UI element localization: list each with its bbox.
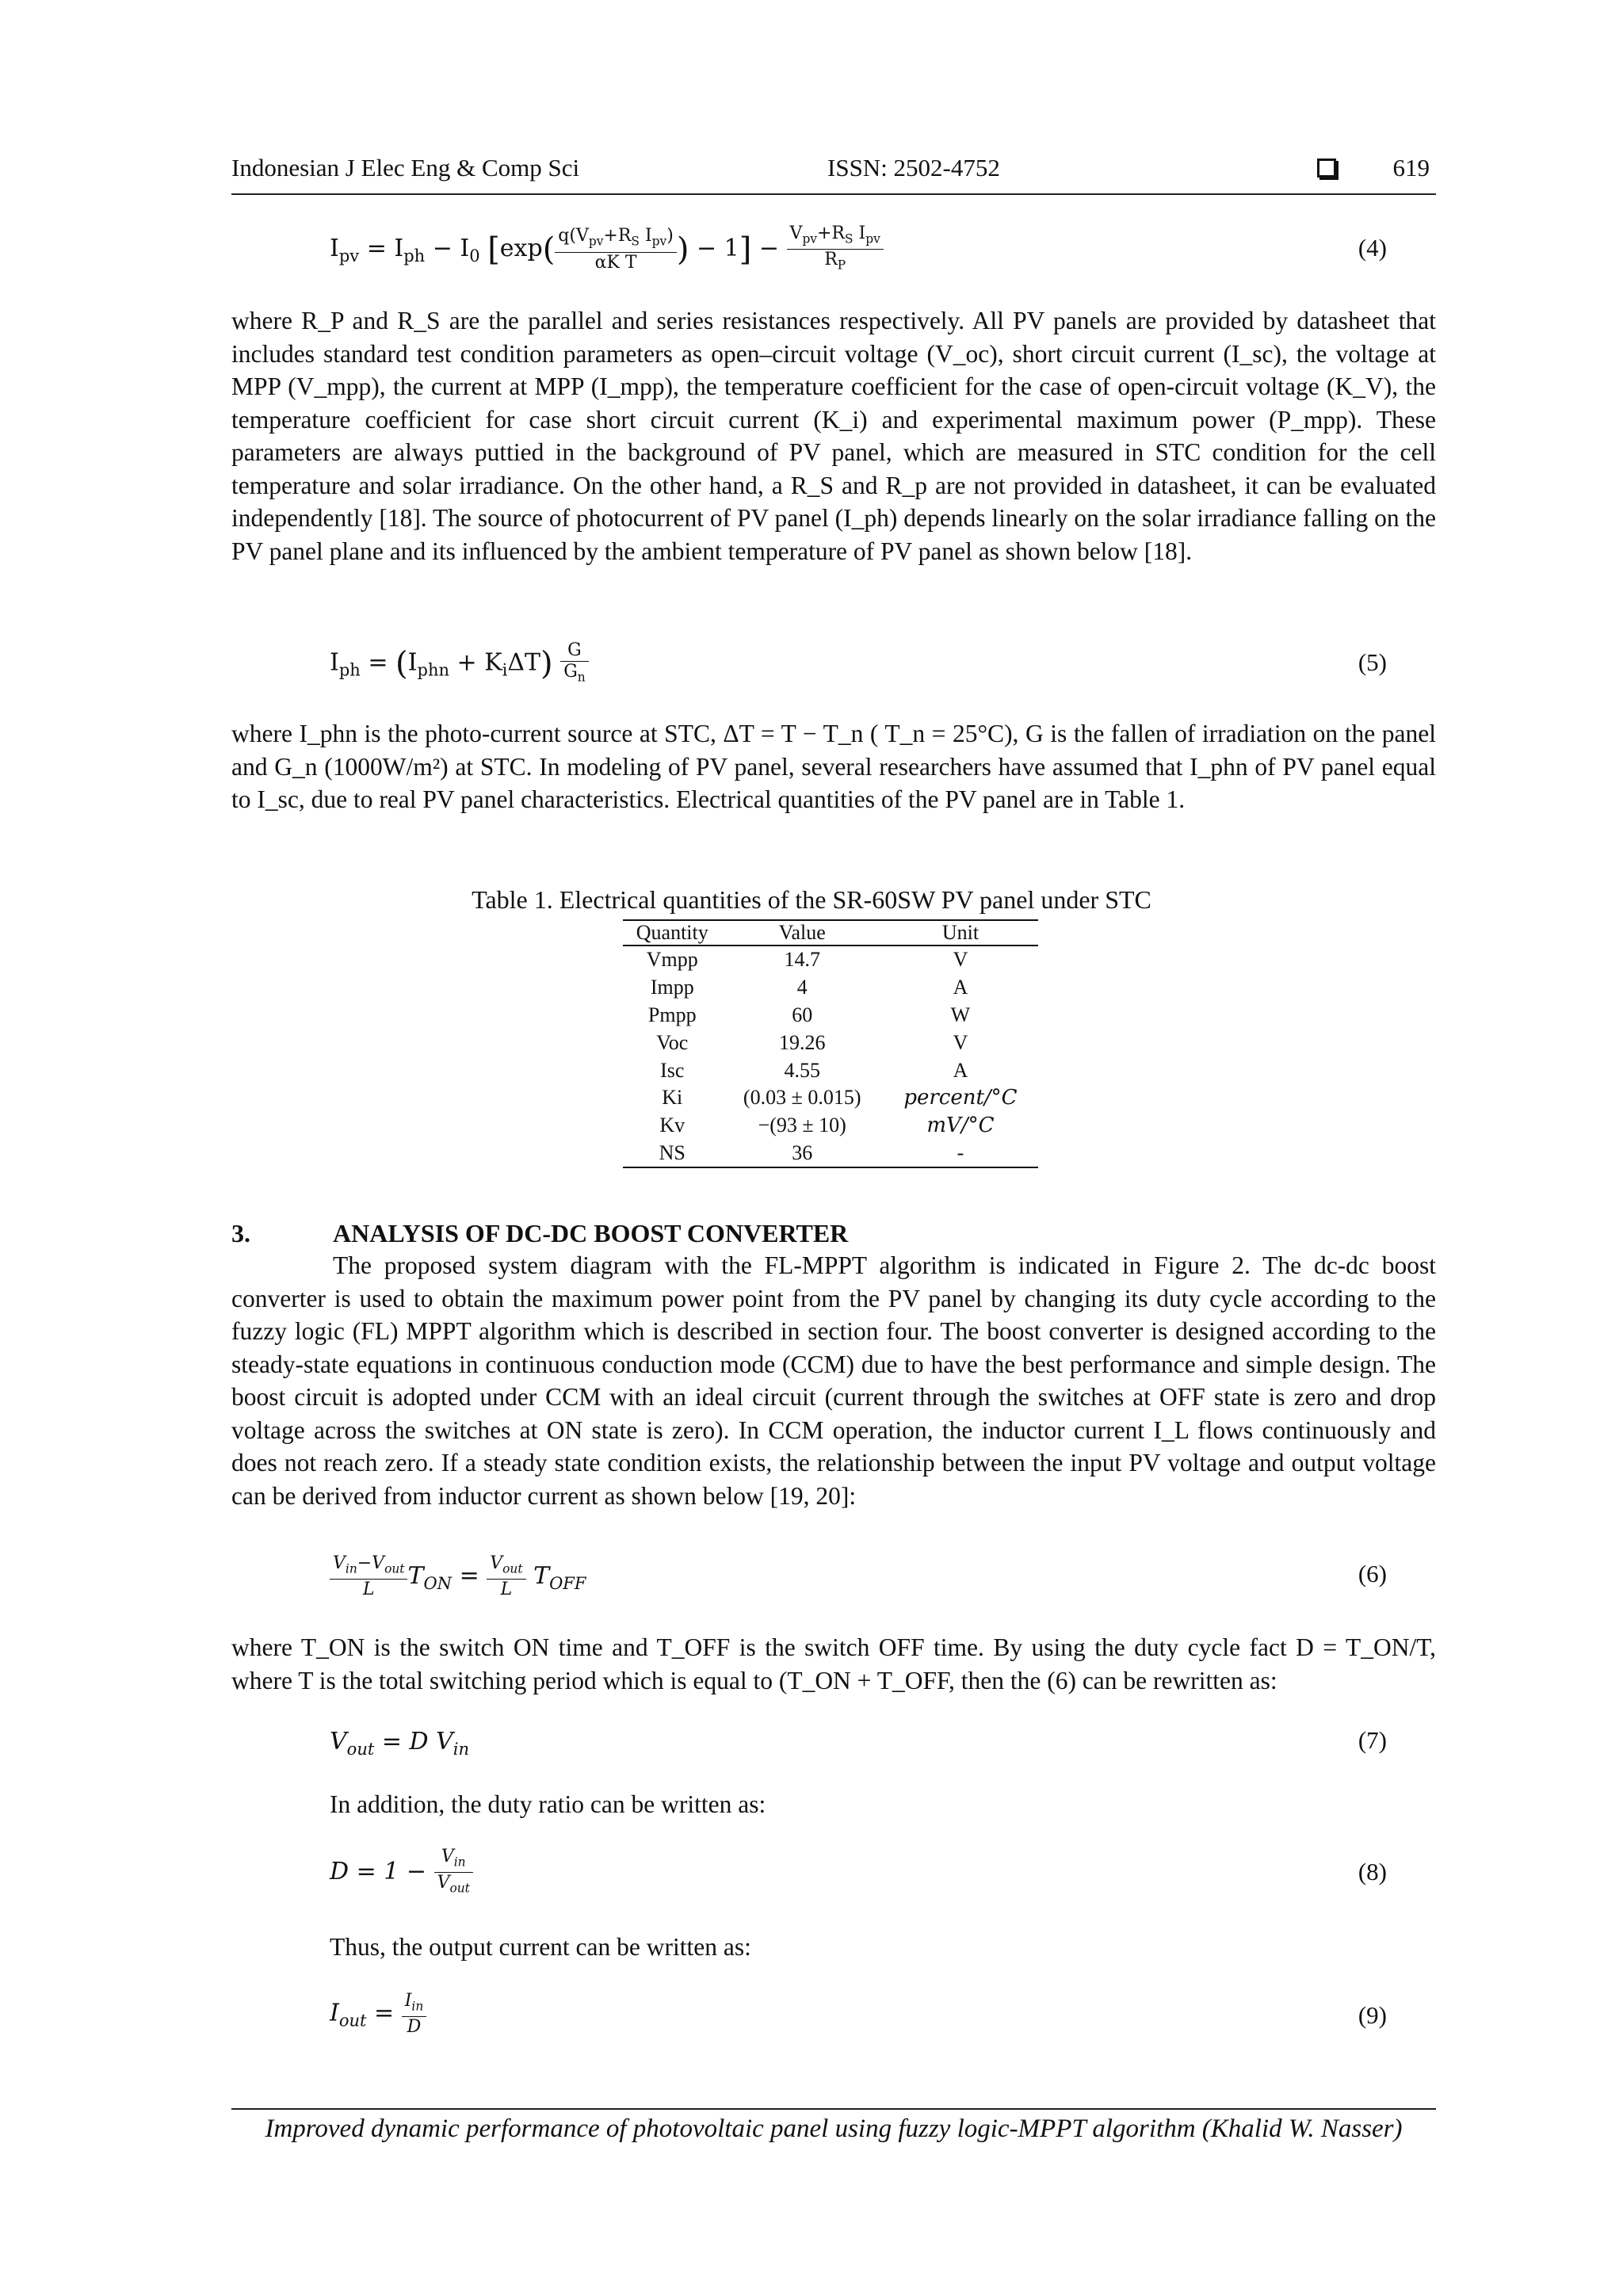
section-heading xyxy=(231,1219,848,1248)
square-bullet-icon xyxy=(1317,159,1336,178)
table-cell: percent/°C xyxy=(903,1086,1018,1110)
table-cell: 19.26 xyxy=(778,1030,826,1054)
equation-7-number: (7) xyxy=(1358,1726,1387,1754)
table-cell: Pmpp xyxy=(647,1003,697,1026)
table-header-cell: Quantity xyxy=(623,920,722,946)
table-cell: Isc xyxy=(660,1058,685,1082)
table-cell: 36 xyxy=(722,1140,883,1168)
equation-4-number: (4) xyxy=(1358,234,1387,262)
table-cell: A xyxy=(953,976,968,999)
table-cell: - xyxy=(883,1140,1038,1168)
table-cell: V xyxy=(953,948,968,972)
equation-9-number: (9) xyxy=(1358,2001,1387,2029)
table-header-cell: Value xyxy=(722,920,883,946)
table-row xyxy=(623,946,1038,974)
table-row xyxy=(623,1002,1038,1030)
table-cell: 4.55 xyxy=(784,1058,820,1082)
table-cell: 4 xyxy=(796,976,808,999)
paragraph-photocurrent: where I_phn is the photo-current source at STC, ΔT = T − T_n ( T_n = 25°C), G is the fallen of irradiation on the panel and G_n (1000W/m²) at STC. In modeling of PV panel, several researchers have assumed that I_phn of PV panel equal to I_sc, due to real PV panel characteristics. Electrical quantities of the PV panel are in Table 1. xyxy=(231,720,1436,813)
paragraph-duty-cycle: where T_ON is the switch ON time and T_OFF is the switch OFF time. By using the duty cycle fact D = T_ON/T, where T is the total switching period which is equal to (T_ON + T_OFF, then the (6) can be rewritten as: xyxy=(231,1633,1436,1694)
table-header-cell: Unit xyxy=(883,920,1038,946)
equation-7: $V_{out} = D$ $V_{in}$ xyxy=(330,1728,469,1759)
table-cell: Vmpp xyxy=(646,948,698,972)
equation-4: $I_{pv} = I_{ph} - I_0$ [exp( $\frac{q(V_{pv}+R_S I_{pv})}{\text{αK T}}$ ) − 1] − $\frac{V_{pv}+R_S I_{pv}}{R_P}$ xyxy=(330,223,884,276)
page-number: 619 xyxy=(1392,154,1430,181)
section-title: ANALYSIS OF DC-DC BOOST CONVERTER xyxy=(333,1219,849,1247)
paragraph-pv-parameters: where R_P and R_S are the parallel and series resistances respectively. All PV panels are provided by datasheet that includes standard test condition parameters as open–circuit voltage (V_oc), short circuit current (I_sc), the voltage at MPP (V_mpp), the current at MPP (I_mpp), the temperature coefficient for the case of open-circuit voltage (K_V), the temperature coefficient for case short circuit current (K_i) and experimental maximum power (P_mpp). These parameters are always puttied in the background of PV panel, which are measured in STC condition for the cell temperature and solar irradiance. On the other hand, a R_S and R_p are not provided in datasheet, it can be evaluated independently [18]. The source of photocurrent of PV panel (I_ph) depends linearly on the solar irradiance falling on the PV panel plane and its influenced by the ambient temperature of PV panel as shown below [18]. xyxy=(231,307,1436,565)
table-cell: Ki xyxy=(662,1086,683,1110)
section-number: 3. xyxy=(231,1219,250,1247)
table-cell: (0.03 ± 0.015) xyxy=(743,1086,861,1110)
paragraph-output-current: Thus, the output current can be written as: xyxy=(330,1933,751,1961)
table-cell: W xyxy=(950,1003,971,1026)
table-row xyxy=(623,1029,1038,1056)
table-cell: 14.7 xyxy=(784,948,820,972)
electrical-quantities-table xyxy=(623,919,1038,1168)
table-row xyxy=(623,974,1038,1002)
table-cell: Impp xyxy=(650,976,694,999)
table-cell: A xyxy=(953,1058,968,1082)
equation-6-number: (6) xyxy=(1358,1560,1387,1587)
equation-6: $\frac{V_{in}-V_{out}}{L}$ $T_{ON}$ = $\frac{V_{out}}{L}$ $T_{OFF}$ xyxy=(330,1553,586,1600)
table-row xyxy=(623,1140,1038,1168)
paragraph-duty-ratio: In addition, the duty ratio can be written as: xyxy=(330,1790,766,1818)
table-cell: −(93 ± 10) xyxy=(758,1114,846,1137)
equation-8: D = 1 − $\frac{V_{in}}{V_{out}}$ xyxy=(330,1847,473,1899)
table-row xyxy=(623,1056,1038,1084)
running-header xyxy=(231,154,1436,195)
table-cell: Kv xyxy=(659,1114,685,1137)
paragraph-boost-converter: The proposed system diagram with the FL-MPPT algorithm is indicated in Figure 2. The dc-dc boost converter is used to obtain the maximum power point from the PV panel by changing its duty cycle according to the fuzzy logic (FL) MPPT algorithm which is described in section four. The boost converter is designed according to the steady-state equations in continuous conduction mode (CCM) due to have the best performance and simple design. The boost circuit is adopted under CCM with an ideal circuit (current through the switches at OFF state is zero and drop voltage across the switches at ON state is zero). In CCM operation, the inductor current I_L flows continuously and does not reach zero. If a steady state condition exists, the relationship between the input PV voltage and output voltage can be derived from inductor current as shown below [19, 20]: xyxy=(231,1251,1436,1510)
equation-5: $I_{ph} = (I_{phn} + K_i\Delta T)$ $\frac{G}{G_n}$ xyxy=(330,640,589,687)
table-cell: V xyxy=(953,1030,968,1054)
journal-name: Indonesian J Elec Eng & Comp Sci xyxy=(231,154,580,181)
table-cell: mV/°C xyxy=(926,1114,995,1138)
table-header-row xyxy=(623,920,1038,946)
table-caption: Table 1. Electrical quantities of the SR-60SW PV panel under STC xyxy=(472,885,1151,914)
running-footer: Improved dynamic performance of photovoltaic panel using fuzzy logic-MPPT algorithm (Khalid W. Nasser) xyxy=(231,2108,1436,2144)
equation-5-number: (5) xyxy=(1358,648,1387,676)
table-row xyxy=(623,1112,1038,1140)
table-cell: 60 xyxy=(792,1003,813,1026)
equation-8-number: (8) xyxy=(1358,1858,1387,1885)
table-cell: NS xyxy=(623,1140,722,1168)
equation-9: $I_{out}$ = $\frac{I_{in}}{D}$ xyxy=(330,1991,426,2038)
issn: ISSN: 2502-4752 xyxy=(827,154,1000,181)
table-cell: Voc xyxy=(656,1030,689,1054)
table-row xyxy=(623,1084,1038,1112)
